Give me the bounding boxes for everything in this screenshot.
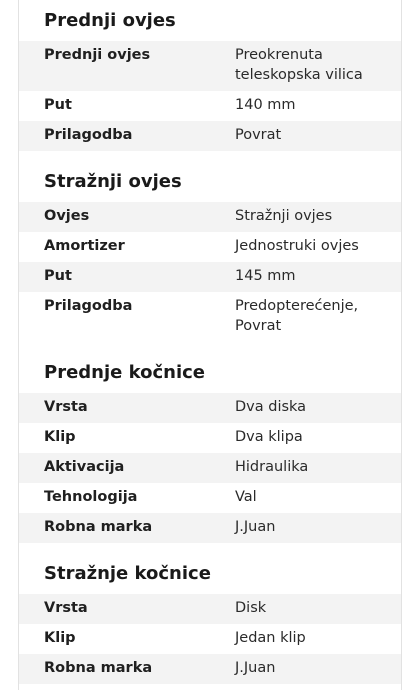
spec-value: Hidraulika [235, 459, 309, 475]
spec-row [19, 232, 401, 262]
section-title-straznji-ovjes: Stražnji ovjes [44, 171, 182, 192]
spec-label: Robna marka [44, 519, 153, 535]
spec-value: 140 mm [235, 97, 296, 113]
spec-label: Prilagodba [44, 127, 133, 143]
spec-label: Put [44, 268, 72, 284]
spec-value: Povrat [235, 127, 282, 143]
spec-label: Klip [44, 630, 76, 646]
section-title-straznje-kocnice: Stražnje kočnice [44, 563, 211, 584]
spec-row [19, 453, 401, 483]
spec-value: Dva klipa [235, 429, 303, 445]
spec-label: Tehnologija [44, 489, 138, 505]
spec-label: Robna marka [44, 660, 153, 676]
spec-label: Aktivacija [44, 459, 125, 475]
spec-row [19, 121, 401, 151]
section-title-prednje-kocnice: Prednje kočnice [44, 362, 206, 383]
spec-panel [18, 0, 402, 690]
spec-label: Vrsta [44, 399, 88, 415]
spec-label: Vrsta [44, 600, 88, 616]
spec-row [19, 292, 401, 342]
spec-label: Put [44, 97, 72, 113]
spec-row [19, 513, 401, 543]
spec-label: Amortizer [44, 238, 125, 254]
spec-value: 145 mm [235, 268, 296, 284]
spec-label: Ovjes [44, 208, 90, 224]
spec-value: Predopterećenje, Povrat [235, 298, 359, 334]
spec-value: Disk [235, 600, 267, 616]
spec-value: Stražnji ovjes [235, 208, 333, 224]
spec-row [19, 624, 401, 654]
spec-row [19, 654, 401, 684]
spec-row [19, 483, 401, 513]
spec-value: Jednostruki ovjes [235, 238, 359, 254]
spec-label: Klip [44, 429, 76, 445]
spec-label: Prilagodba [44, 298, 133, 314]
spec-row [19, 41, 401, 91]
spec-value: Val [235, 489, 257, 505]
spec-value: Dva diska [235, 399, 307, 415]
spec-label: Prednji ovjes [44, 47, 151, 63]
spec-value: J.Juan [235, 660, 276, 676]
spec-row [19, 594, 401, 624]
spec-value: Jedan klip [235, 630, 306, 646]
spec-row [19, 202, 401, 232]
spec-value: J.Juan [235, 519, 276, 535]
spec-value: Preokrenuta teleskopska vilica [235, 47, 363, 83]
spec-row [19, 262, 401, 292]
spec-row [19, 91, 401, 121]
spec-row [19, 423, 401, 453]
section-title-prednji-ovjes: Prednji ovjes [44, 10, 176, 31]
spec-row [19, 393, 401, 423]
